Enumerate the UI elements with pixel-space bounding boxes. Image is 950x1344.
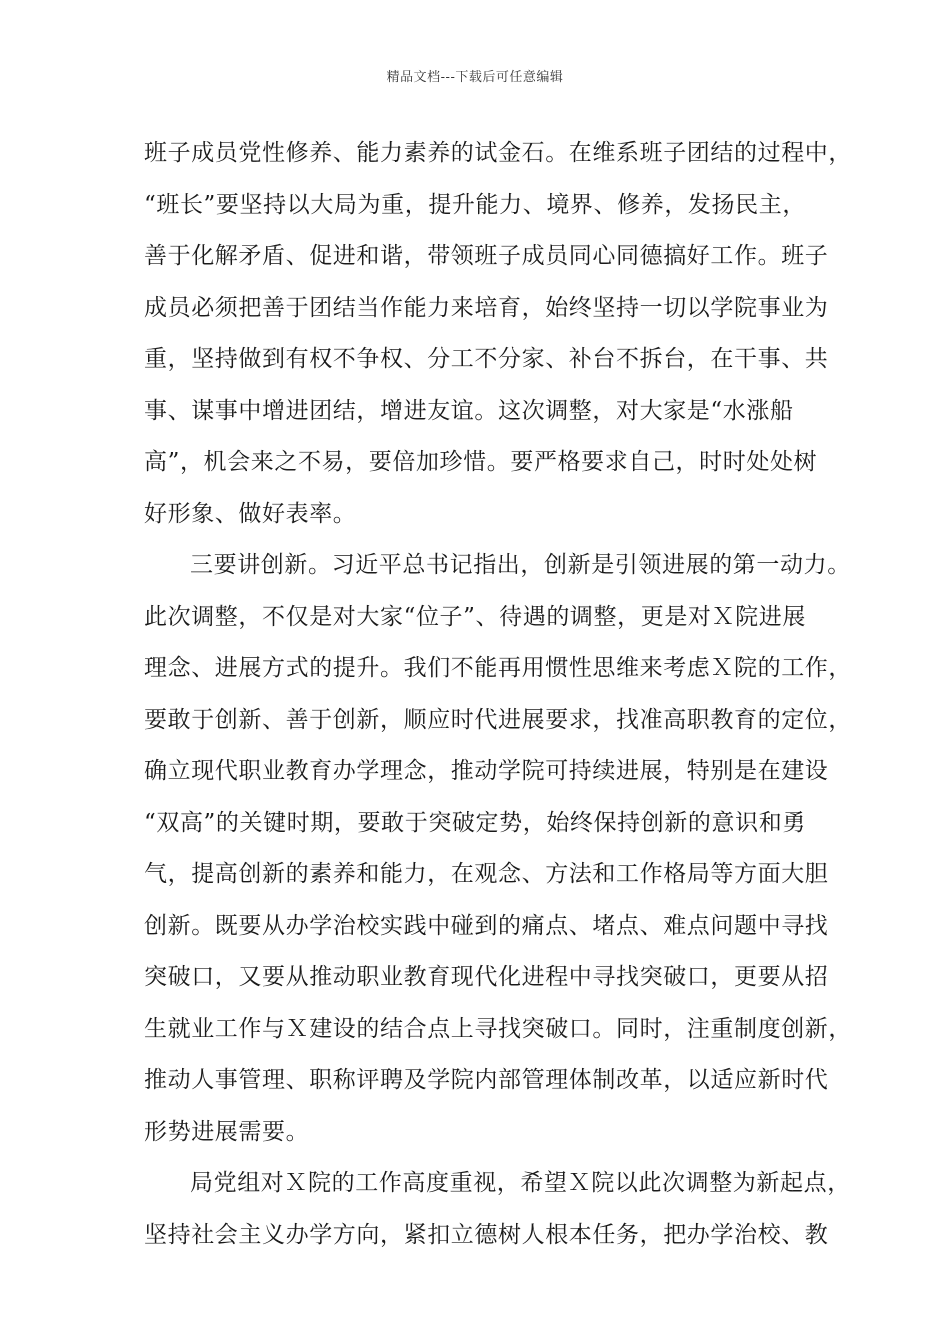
text-line: 创新。既要从办学治校实践中碰到的痛点、堵点、难点问题中寻找 [144,912,829,939]
text-line: 确立现代职业教育办学理念，推动学院可持续进展，特别是在建设 [144,758,829,784]
text-line: “班长”要坚持以大局为重，提升能力、境界、修养，发扬民主， [144,191,806,218]
text-line: 坚持社会主义办学方向，紧扣立德树人根本任务，把办学治校、教 [144,1221,829,1248]
text-line: 此次调整，不仅是对大家“位子”、待遇的调整，更是对Ｘ院进展 [144,603,806,630]
text-line: 重，坚持做到有权不争权、分工不分家、补台不拆台，在干事、共 [144,346,829,372]
text-line: 成员必须把善于团结当作能力来培育，始终坚持一切以学院事业为 [144,294,829,321]
paragraph-1 [144,133,852,545]
text-line: 好形象、做好表率。 [144,500,357,527]
text-line: 善于化解矛盾、促进和谐，带领班子成员同心同德搞好工作。班子 [144,243,829,269]
paragraph-3 [144,1163,851,1266]
document-body [144,133,852,1266]
text-line: 气，提高创新的素养和能力，在观念、方法和工作格局等方面大胆 [144,861,829,887]
page-header: 精品文档---下载后可任意编辑 [386,70,564,85]
text-line: 形势进展需要。 [144,1118,310,1145]
text-line: 推动人事管理、职称评聘及学院内部管理体制改革，以适应新时代 [144,1067,829,1093]
text-line: “双高”的关键时期，要敢于突破定势，始终保持创新的意识和勇 [144,809,806,836]
text-line: 突破口，又要从推动职业教育现代化进程中寻找突破口，更要从招 [144,964,829,990]
text-line: 理念、进展方式的提升。我们不能再用惯性思维来考虑Ｘ院的工作， [144,655,852,681]
text-line: 班子成员党性修养、能力素养的试金石。在维系班子团结的过程中， [144,140,852,166]
text-line: 局党组对Ｘ院的工作高度重视，希望Ｘ院以此次调整为新起点， [190,1170,851,1196]
text-line: 生就业工作与Ｘ建设的结合点上寻找突破口。同时，注重制度创新， [144,1015,852,1042]
text-line: 要敢于创新、善于创新，顺应时代进展要求，找准高职教育的定位， [144,706,852,733]
paragraph-2 [144,545,852,1163]
text-line: 高”，机会来之不易，要倍加珍惜。要严格要求自己，时时处处树 [144,449,818,475]
text-line: 三要讲创新。习近平总书记指出，创新是引领进展的第一动力。 [190,552,851,578]
text-line: 事、谋事中增进团结，增进友谊。这次调整，对大家是“水涨船 [144,397,794,424]
